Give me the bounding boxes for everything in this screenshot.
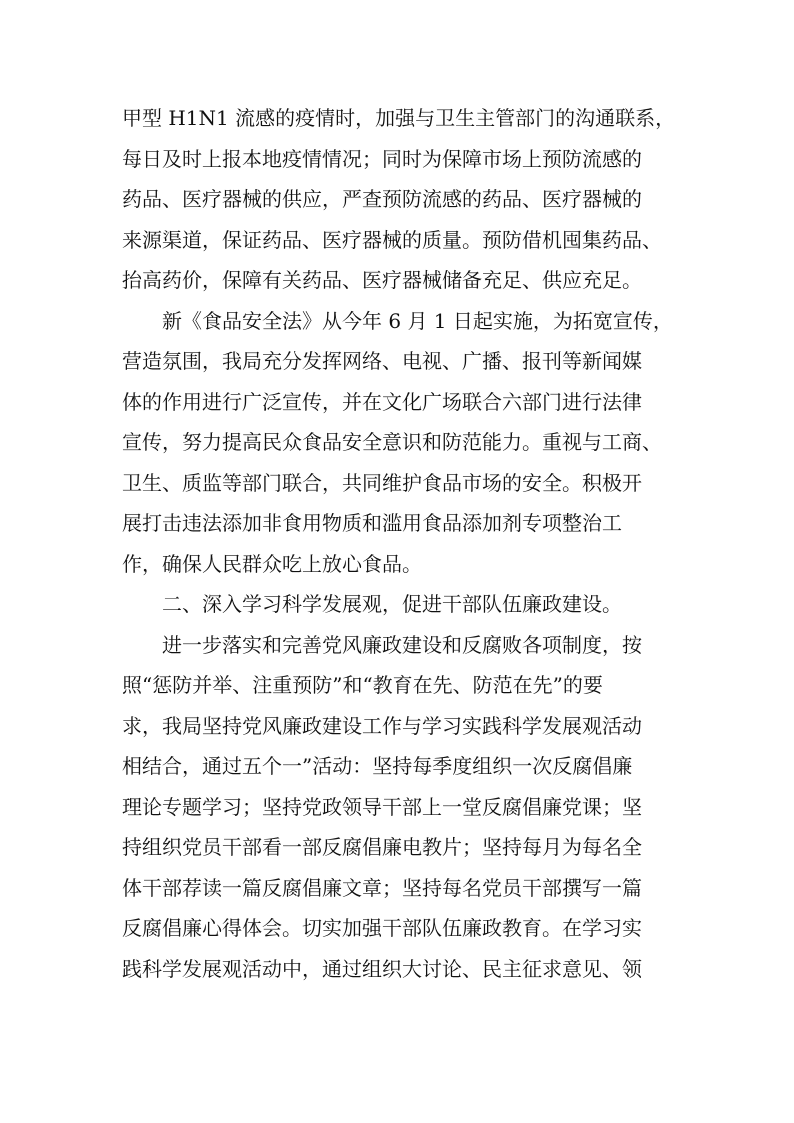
text-line: 营造氛围，我局充分发挥网络、电视、广播、报刊等新闻媒 [122,349,642,373]
text-line: 作，确保人民群众吃上放心食品。 [122,551,422,576]
text-line: 反腐倡廉心得体会。切实加强干部队伍廉政教育。在学习实 [122,916,642,940]
text-line: 展打击违法添加非食用物质和滥用食品添加剂专项整治工 [122,511,622,535]
text-line: 相结合，通过五个一”活动：坚持每季度组织一次反腐倡廉 [122,754,633,778]
text-line: 践科学发展观活动中，通过组织大讨论、民主征求意见、领 [122,956,642,981]
text-line: 求，我局坚持党风廉政建设工作与学习实践科学发展观活动 [122,713,642,738]
body-text [122,98,688,989]
text-line: 宣传，努力提高民众食品安全意识和防范能力。重视与工商、 [122,430,662,454]
text-line: 甲型 H1N1 流感的疫情时，加强与卫生主管部门的沟通联系， [122,106,676,130]
text-line: 体干部荐读一篇反腐倡廉文章；坚持每名党员干部撰写一篇 [122,875,642,900]
text-line: 抬高药价，保障有关药品、医疗器械储备充足、供应充足。 [122,268,642,292]
text-line: 持组织党员干部看一部反腐倡廉电教片；坚持每月为每名全 [122,835,642,859]
text-line: 来源渠道，保证药品、医疗器械的质量。预防借机囤集药品、 [122,227,662,252]
text-line: 卫生、质监等部门联合，共同维护食品市场的安全。积极开 [122,470,642,495]
text-line: 每日及时上报本地疫情情况；同时为保障市场上预防流感的 [122,146,642,171]
text-line: 体的作用进行广泛宣传，并在文化广场联合六部门进行法律 [122,389,642,414]
text-line: 照“惩防并举、注重预防”和“教育在先、防范在先”的要 [122,673,603,697]
paragraph-first-line: 新《食品安全法》从今年 6 月 1 日起实施，为拓宽宣传， [162,308,673,333]
paragraph-first-line: 进一步落实和完善党风廉政建设和反腐败各项制度，按 [162,632,642,657]
text-line: 理论专题学习；坚持党政领导干部上一堂反腐倡廉党课；坚 [122,794,642,819]
section-heading: 二、深入学习科学发展观，促进干部队伍廉政建设。 [162,592,622,616]
text-line: 药品、医疗器械的供应，严查预防流感的药品、医疗器械的 [122,187,642,211]
